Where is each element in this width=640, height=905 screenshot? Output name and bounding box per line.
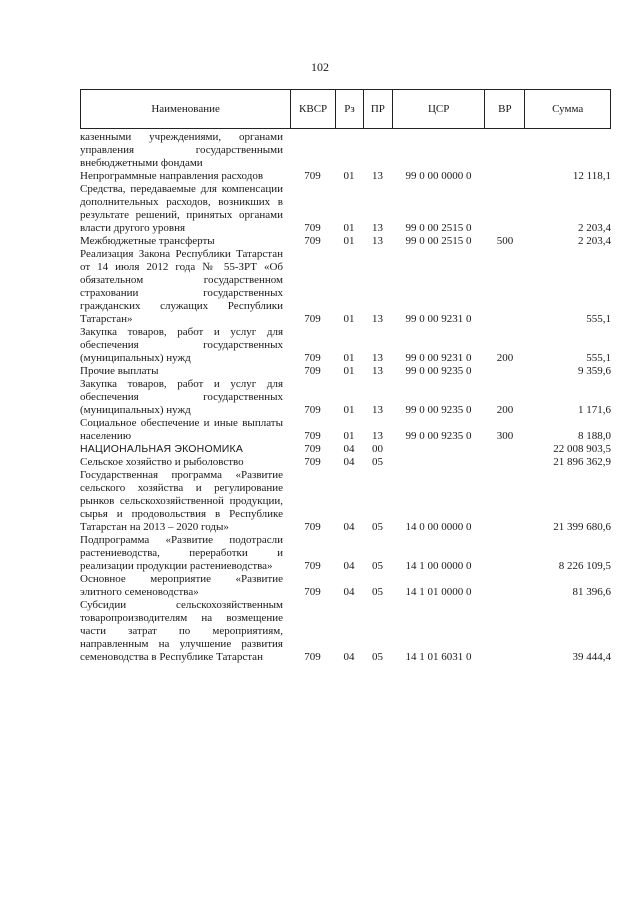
cell-pr: 05 (372, 456, 383, 468)
cell-sum: 555,1 (586, 313, 611, 325)
cell-name: Сельское хозяйство и рыболовство (80, 456, 244, 468)
cell-pr: 13 (372, 235, 383, 247)
cell-sum: 1 171,6 (578, 404, 611, 416)
table-row (80, 469, 611, 534)
cell-pr: 13 (372, 313, 383, 325)
cell-rz: 01 (343, 235, 355, 247)
cell-vr: 200 (496, 404, 514, 416)
cell-sum: 555,1 (586, 352, 611, 364)
cell-kvsr: 709 (304, 365, 321, 377)
cell-pr: 05 (372, 560, 383, 572)
cell-name: казенными учреждениями, органами управления государственными внебюджетными фондами (80, 131, 283, 169)
cell-pr: 13 (372, 352, 383, 364)
cell-name: Государственная программа «Развитие сельского хозяйства и регулирование рынков сельскохозяйственной продукции, сырья и продовольствия в Республике Татарстан на 2013 – 2020 годы» (80, 469, 283, 533)
cell-name: Основное мероприятие «Развитие элитного семеноводства» (80, 573, 283, 598)
table-row (80, 599, 611, 664)
cell-name: НАЦИОНАЛЬНАЯ ЭКОНОМИКА (80, 443, 244, 455)
cell-sum: 39 444,4 (572, 651, 611, 663)
cell-pr: 13 (372, 170, 383, 182)
cell-name: Субсидии сельскохозяйственным товаропроизводителям на возмещение части затрат по мероприятиям, направленным на улучшение развития семеноводства в Республике Татарстан (80, 599, 283, 663)
cell-kvsr: 709 (304, 456, 321, 468)
cell-name: Социальное обеспечение и иные выплаты населению (80, 417, 283, 442)
cell-sum: 8 226 109,5 (558, 560, 611, 572)
column-header-kvsr: КВСР (290, 90, 335, 128)
cell-rz: 01 (343, 365, 355, 377)
cell-sum: 81 396,6 (572, 586, 611, 598)
cell-vr: 200 (496, 352, 514, 364)
cell-csr: 99 0 00 9231 0 (405, 352, 472, 364)
table-body (80, 131, 611, 664)
cell-kvsr: 709 (304, 352, 321, 364)
cell-rz: 01 (343, 313, 355, 325)
table-row (80, 365, 611, 378)
cell-sum: 22 008 903,5 (553, 443, 611, 455)
cell-kvsr: 709 (304, 586, 321, 598)
table-row (80, 235, 611, 248)
cell-sum: 9 359,6 (578, 365, 611, 377)
cell-rz: 01 (343, 430, 355, 442)
cell-pr: 05 (372, 521, 383, 533)
cell-kvsr: 709 (304, 313, 321, 325)
cell-csr: 14 1 01 0000 0 (405, 586, 472, 598)
table-row (80, 326, 611, 365)
column-header-pr: ПР (363, 90, 392, 128)
cell-pr: 13 (372, 404, 383, 416)
cell-rz: 04 (343, 586, 355, 598)
cell-pr: 00 (372, 443, 383, 455)
cell-rz: 01 (343, 222, 355, 234)
cell-rz: 04 (343, 560, 355, 572)
cell-name: Прочие выплаты (80, 365, 159, 377)
cell-pr: 13 (372, 222, 383, 234)
cell-rz: 04 (343, 456, 355, 468)
cell-sum: 21 896 362,9 (553, 456, 611, 468)
cell-kvsr: 709 (304, 404, 321, 416)
cell-rz: 04 (343, 651, 355, 663)
cell-sum: 2 203,4 (578, 222, 611, 234)
cell-kvsr: 709 (304, 443, 321, 455)
cell-rz: 01 (343, 404, 355, 416)
cell-csr: 14 0 00 0000 0 (405, 521, 472, 533)
table-row (80, 170, 611, 183)
cell-vr: 500 (496, 235, 514, 247)
cell-name: Непрограммные направления расходов (80, 170, 264, 182)
cell-sum: 8 188,0 (578, 430, 611, 442)
cell-name: Закупка товаров, работ и услуг для обеспечения государственных (муниципальных) нужд (80, 378, 283, 416)
cell-name: Закупка товаров, работ и услуг для обеспечения государственных (муниципальных) нужд (80, 326, 283, 364)
table-row (80, 456, 611, 469)
cell-csr: 14 1 01 6031 0 (405, 651, 472, 663)
cell-csr: 99 0 00 2515 0 (405, 235, 472, 247)
table-row (80, 248, 611, 326)
cell-sum: 21 399 680,6 (553, 521, 611, 533)
column-header-csr: ЦСР (392, 90, 485, 128)
cell-pr: 05 (372, 651, 383, 663)
table-row (80, 378, 611, 417)
cell-name: Подпрограмма «Развитие подотрасли растениеводства, переработки и реализации продукции растениеводства» (80, 534, 283, 572)
column-header-vr: ВР (484, 90, 524, 128)
table-header (80, 89, 611, 129)
cell-csr: 99 0 00 0000 0 (405, 170, 472, 182)
section-row (80, 443, 611, 456)
cell-name: Средства, передаваемые для компенсации дополнительных расходов, возникших в результате решений, принятых органами власти другого уровня (80, 183, 283, 234)
cell-kvsr: 709 (304, 651, 321, 663)
cell-csr: 99 0 00 9235 0 (405, 365, 472, 377)
cell-rz: 04 (343, 443, 355, 455)
cell-sum: 2 203,4 (578, 235, 611, 247)
table-row (80, 573, 611, 599)
table-row (80, 131, 611, 170)
cell-kvsr: 709 (304, 170, 321, 182)
table-row (80, 183, 611, 235)
cell-pr: 05 (372, 586, 383, 598)
cell-rz: 01 (343, 170, 355, 182)
column-header-name: Наименование (151, 103, 220, 115)
cell-kvsr: 709 (304, 222, 321, 234)
cell-vr: 300 (496, 430, 514, 442)
cell-csr: 99 0 00 2515 0 (405, 222, 472, 234)
cell-csr: 99 0 00 9235 0 (405, 430, 472, 442)
cell-csr: 14 1 00 0000 0 (405, 560, 472, 572)
cell-name: Межбюджетные трансферты (80, 235, 215, 247)
cell-kvsr: 709 (304, 430, 321, 442)
table-row (80, 417, 611, 443)
cell-rz: 04 (343, 521, 355, 533)
cell-sum: 12 118,1 (572, 170, 611, 182)
cell-csr: 99 0 00 9235 0 (405, 404, 472, 416)
cell-name: Реализация Закона Республики Татарстан от 14 июля 2012 года № 55-ЗРТ «Об обязательном государственном страховании государственных гражданских служащих Республики Татарстан» (80, 248, 283, 325)
cell-kvsr: 709 (304, 235, 321, 247)
column-header-rz: Рз (335, 90, 363, 128)
cell-rz: 01 (343, 352, 355, 364)
cell-kvsr: 709 (304, 560, 321, 572)
cell-pr: 13 (372, 430, 383, 442)
cell-kvsr: 709 (304, 521, 321, 533)
cell-pr: 13 (372, 365, 383, 377)
table-row (80, 534, 611, 573)
cell-csr: 99 0 00 9231 0 (405, 313, 472, 325)
column-header-sum: Сумма (524, 90, 610, 128)
page-number: 102 (311, 60, 329, 74)
